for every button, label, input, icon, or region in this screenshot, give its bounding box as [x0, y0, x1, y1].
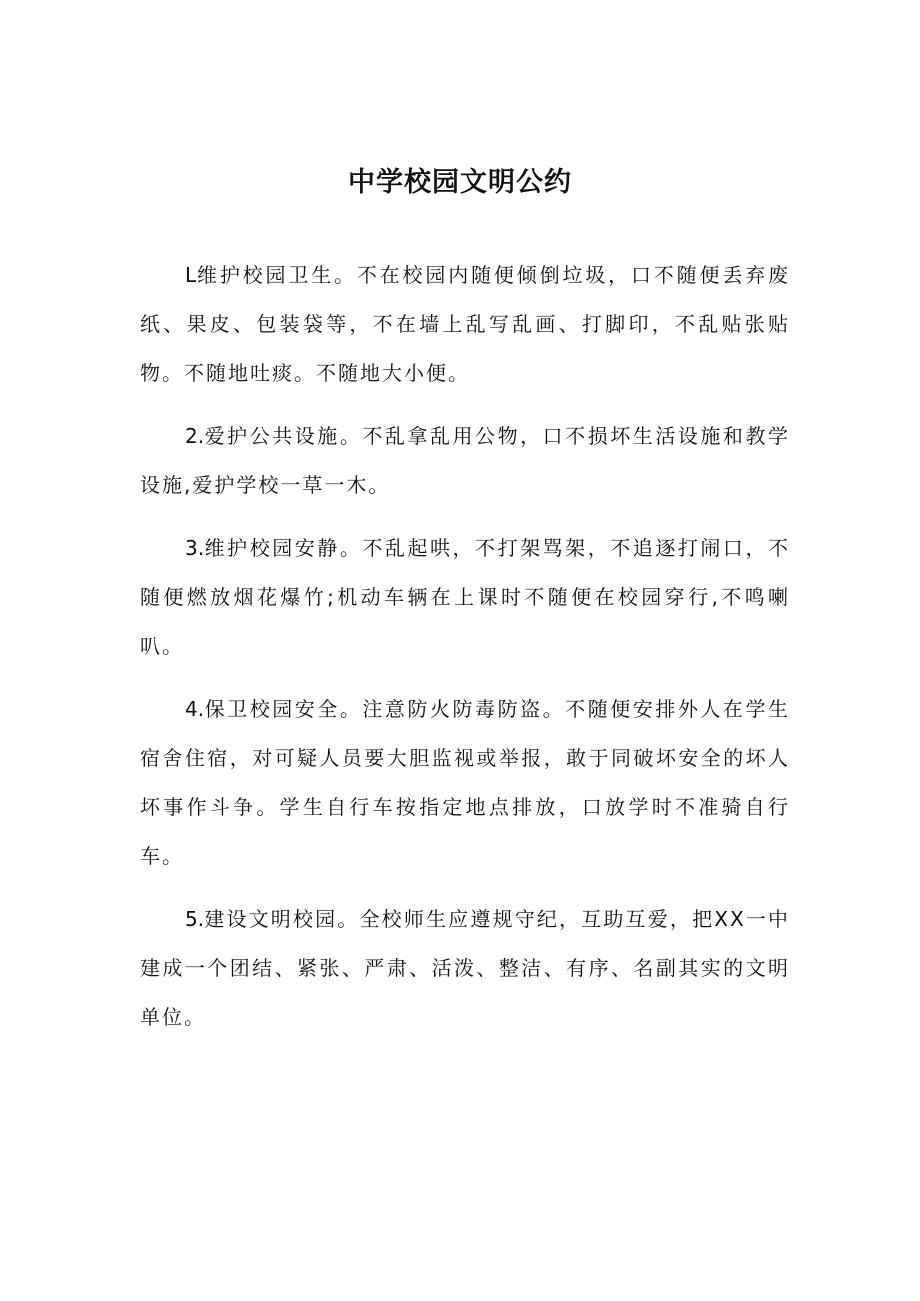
paragraph-2 [140, 412, 790, 510]
paragraph-3 [140, 524, 790, 671]
document-title: 中学校园文明公约 [348, 167, 572, 198]
paragraph-1 [140, 251, 790, 398]
paragraph-text: 维护校园安静。不乱起哄，不打架骂架，不追逐打闹口，不随便燃放烟花爆竹;机动车辆在上课时不随便在校园穿行,不鸣喇叭。 [140, 536, 790, 658]
paragraph-4 [140, 685, 790, 881]
paragraph-text: 维护校园卫生。不在校园内随便倾倒垃圾，口不随便丢弃废纸、果皮、包装袋等，不在墙上乱写乱画、打脚印，不乱贴张贴物。不随地吐痰。不随地大小便。 [140, 263, 790, 385]
paragraph-number: 5. [185, 907, 205, 931]
paragraph-text: 建设文明校园。全校师生应遵规守纪，互助互爱，把XX一中建成一个团结、紧张、严肃、活泼、整洁、有序、名副其实的文明单位。 [140, 907, 790, 1029]
paragraph-text: 爱护公共设施。不乱拿乱用公物，口不损坏生活设施和教学设施,爱护学校一草一木。 [140, 424, 790, 497]
paragraph-number: 3. [185, 536, 205, 560]
paragraph-number: 4. [185, 697, 205, 721]
document-body [140, 251, 790, 1056]
paragraph-5 [140, 895, 790, 1042]
paragraph-text: 保卫校园安全。注意防火防毒防盗。不随便安排外人在学生宿舍住宿，对可疑人员要大胆监视或举报，敢于同破坏安全的坏人坏事作斗争。学生自行车按指定地点排放，口放学时不准骑自行车。 [140, 697, 790, 868]
paragraph-number: L [185, 263, 197, 287]
paragraph-number: 2. [185, 424, 205, 448]
